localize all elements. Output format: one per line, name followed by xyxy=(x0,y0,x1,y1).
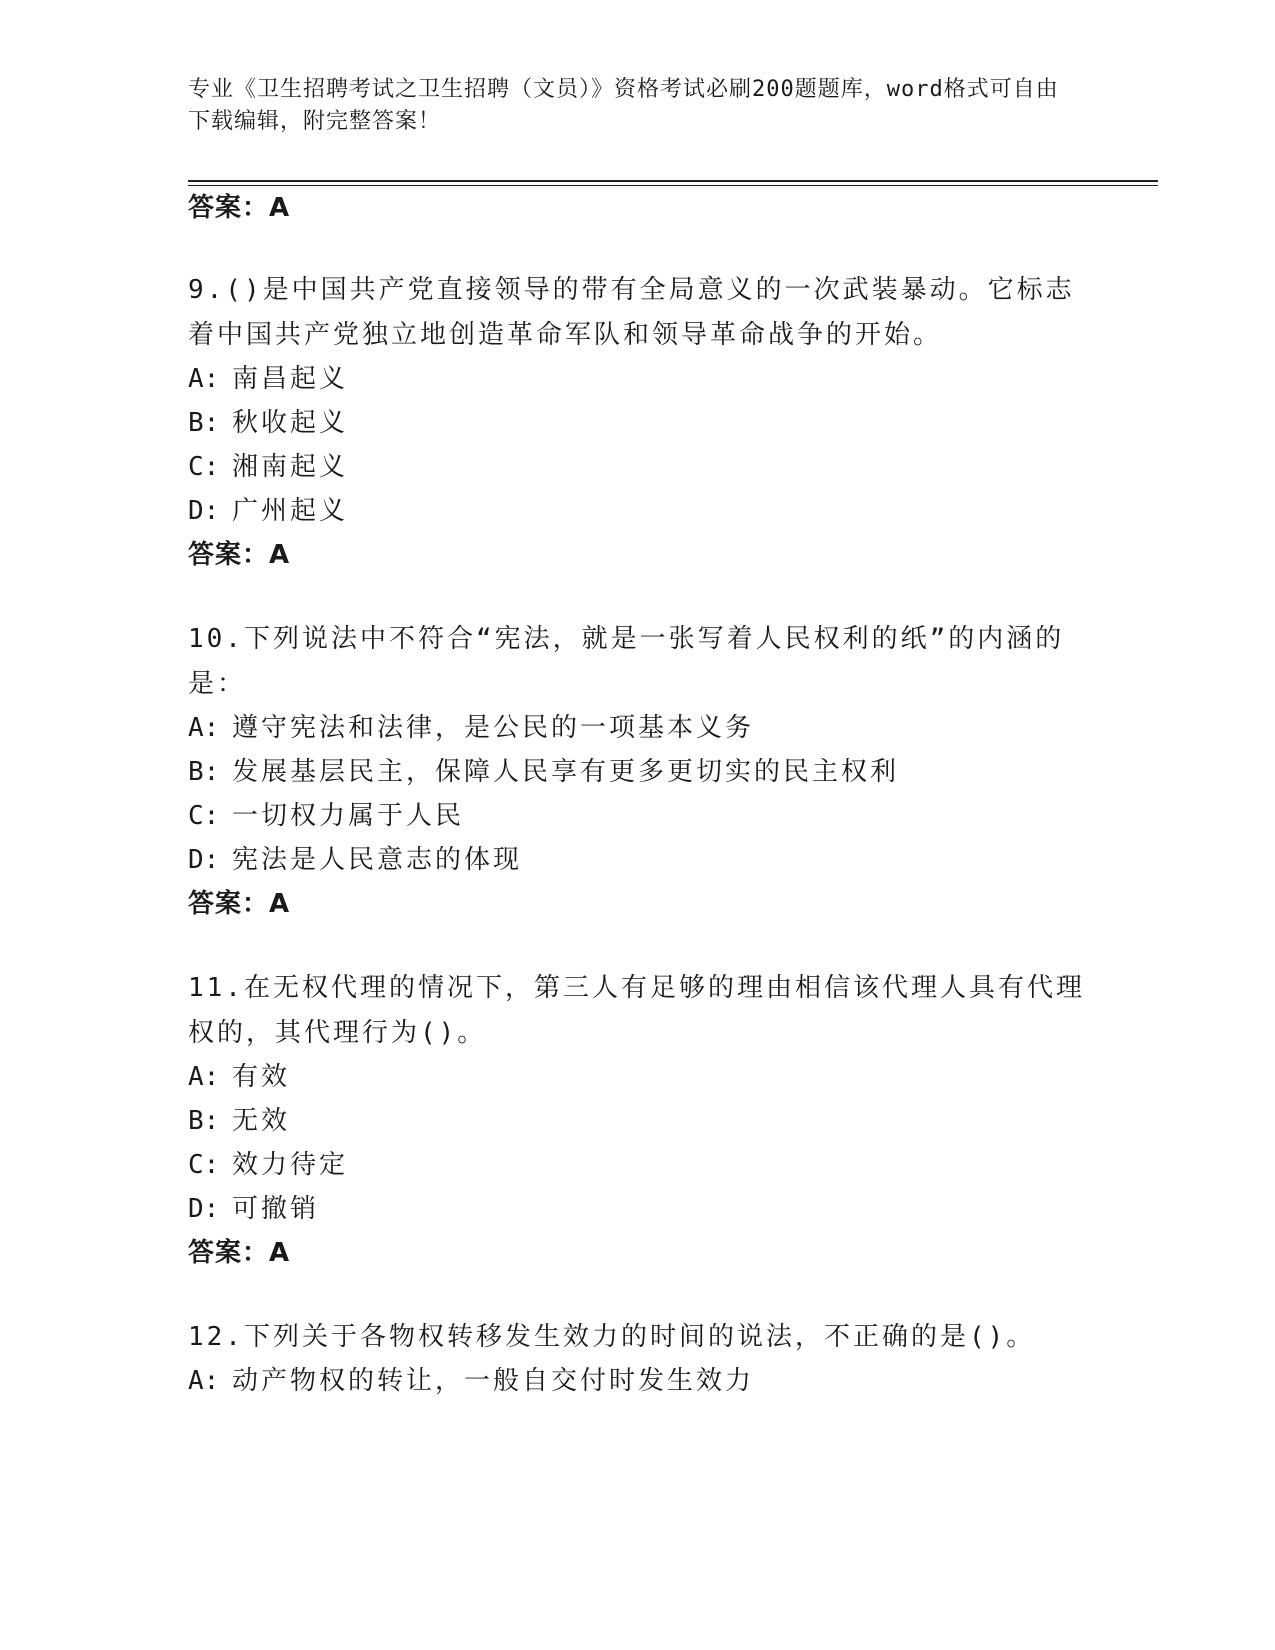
option-label: B: xyxy=(188,757,220,787)
header-rule-thin xyxy=(188,185,1158,186)
option-text: 湘南起义 xyxy=(232,452,349,482)
option-label: D: xyxy=(188,845,220,875)
answer-line xyxy=(188,190,290,226)
option-label: A: xyxy=(188,364,220,394)
answer-label: 答案： xyxy=(188,540,270,570)
answer-value: A xyxy=(269,1238,291,1268)
option-text: 一切权力属于人民 xyxy=(232,801,465,831)
answer-line xyxy=(188,886,290,922)
option-text: 发展基层民主，保障人民享有更多更切实的民主权利 xyxy=(232,757,900,787)
option-label: B: xyxy=(188,408,220,438)
option-text: 广州起义 xyxy=(232,496,349,526)
option-c xyxy=(188,1147,348,1183)
answer-value: A xyxy=(269,193,291,223)
option-a xyxy=(188,710,754,746)
question-stem: 11.在无权代理的情况下，第三人有足够的理由相信该代理人具有代理权的，其代理行为()。 xyxy=(188,973,1085,1048)
option-text: 南昌起义 xyxy=(232,364,349,394)
option-label: D: xyxy=(188,1194,220,1224)
answer-line xyxy=(188,537,290,573)
document-header: 专业《卫生招聘考试之卫生招聘（文员）》资格考试必刷200题题库，word格式可自由下载编辑，附完整答案！ xyxy=(188,77,1059,134)
option-text: 无效 xyxy=(232,1106,291,1136)
option-c xyxy=(188,798,464,834)
option-text: 动产物权的转让，一般自交付时发生效力 xyxy=(232,1366,755,1396)
option-text: 效力待定 xyxy=(232,1150,349,1180)
option-a xyxy=(188,361,348,397)
question-stem: 10.下列说法中不符合“宪法，就是一张写着人民权利的纸”的内涵的是： xyxy=(188,624,1065,699)
option-label: A: xyxy=(188,1366,220,1396)
option-text: 有效 xyxy=(232,1062,291,1092)
option-b xyxy=(188,754,899,790)
option-a xyxy=(188,1059,290,1095)
question-stem: 12.下列关于各物权转移发生效力的时间的说法，不正确的是()。 xyxy=(188,1322,1036,1352)
option-b xyxy=(188,1103,290,1139)
option-c xyxy=(188,449,348,485)
option-label: A: xyxy=(188,1062,220,1092)
option-text: 可撤销 xyxy=(232,1194,320,1224)
option-text: 秋收起义 xyxy=(232,408,349,438)
option-label: D: xyxy=(188,496,220,526)
option-text: 遵守宪法和法律，是公民的一项基本义务 xyxy=(232,713,755,743)
answer-value: A xyxy=(269,540,291,570)
option-d xyxy=(188,493,348,529)
question-stem: 9.()是中国共产党直接领导的带有全局意义的一次武装暴动。它标志着中国共产党独立地创造革命军队和领导革命战争的开始。 xyxy=(188,275,1075,350)
option-label: C: xyxy=(188,801,220,831)
option-d xyxy=(188,842,522,878)
answer-label: 答案： xyxy=(188,889,270,919)
option-label: C: xyxy=(188,452,220,482)
option-label: B: xyxy=(188,1106,220,1136)
answer-label: 答案： xyxy=(188,1238,270,1268)
option-text: 宪法是人民意志的体现 xyxy=(232,845,523,875)
answer-line xyxy=(188,1235,290,1271)
option-b xyxy=(188,405,348,441)
answer-value: A xyxy=(269,889,291,919)
answer-label: 答案： xyxy=(188,193,270,223)
option-label: C: xyxy=(188,1150,220,1180)
option-d xyxy=(188,1191,319,1227)
option-label: A: xyxy=(188,713,220,743)
option-a xyxy=(188,1363,754,1399)
header-rule xyxy=(188,180,1158,182)
